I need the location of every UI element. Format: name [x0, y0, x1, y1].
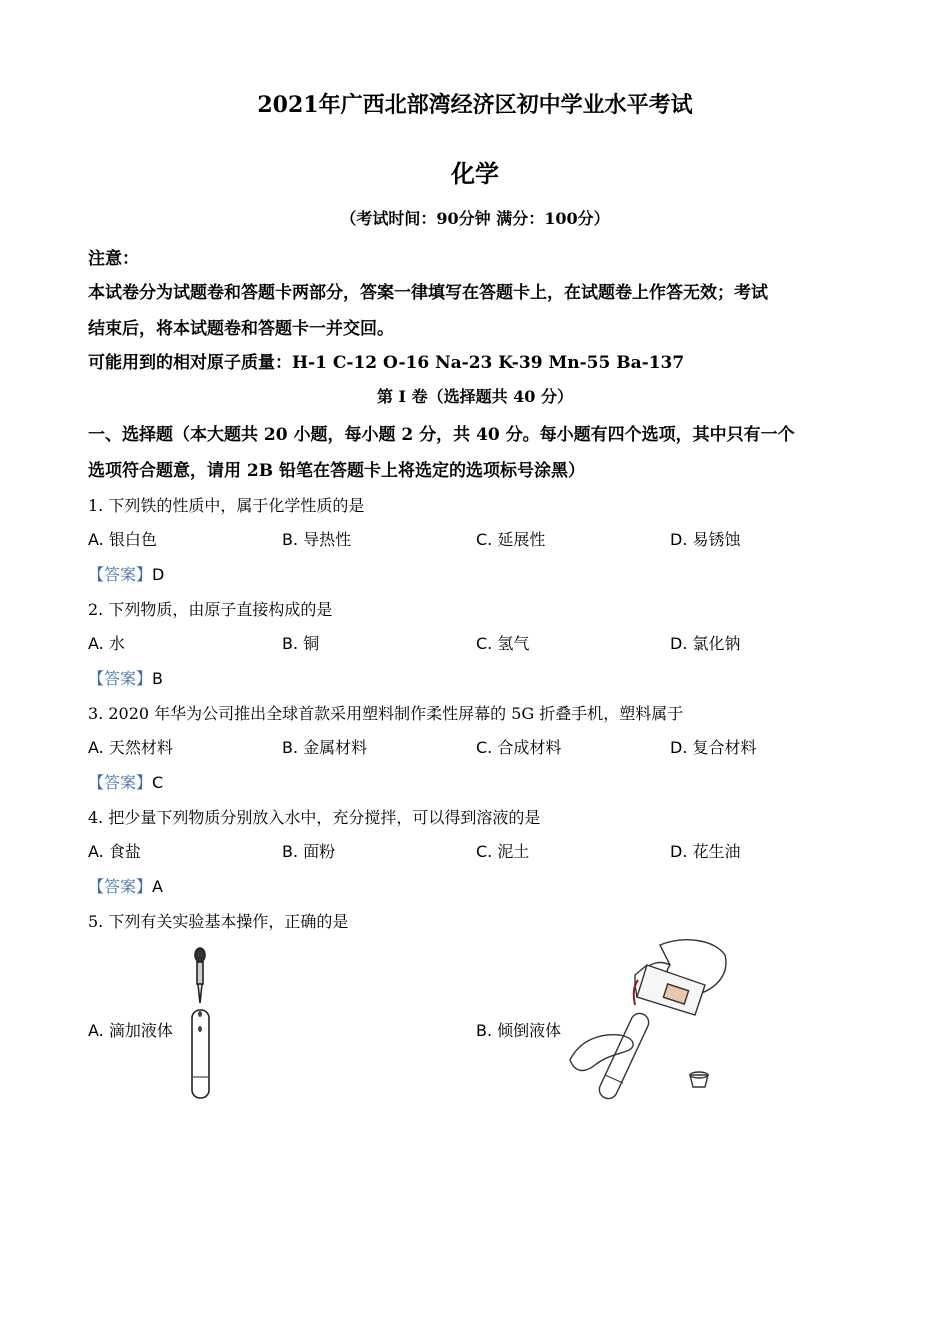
option-c: C. 氢气 [476, 634, 530, 653]
answer-value: C [152, 773, 164, 792]
option-a: A. 食盐 [88, 842, 141, 861]
answer-value: D [152, 565, 165, 584]
option-d: D. 花生油 [670, 842, 741, 861]
option-c: C. 延展性 [476, 530, 546, 549]
option-a: A. 天然材料 [88, 738, 173, 757]
question-stem: 3. 2020 年华为公司推出全球首款采用塑料制作柔性屏幕的 5G 折叠手机，塑料属于 [88, 704, 684, 723]
option-c: C. 合成材料 [476, 738, 562, 757]
option-b: B. 铜 [282, 634, 320, 653]
option-c: C. 泥土 [476, 842, 530, 861]
notice-line-2: 结束后，将本试题卷和答题卡一并交回。 [88, 319, 394, 339]
exam-title: 2021年广西北部湾经济区初中学业水平考试 [257, 92, 693, 118]
subject-title: 化学 [451, 159, 499, 188]
volume-title: 第 I 卷（选择题共 40 分） [376, 387, 574, 406]
dropper-test-tube-illustration [180, 945, 230, 1105]
option-b: B. 导热性 [282, 530, 352, 549]
option-b: B. 倾倒液体 [476, 1021, 562, 1040]
answer-line [88, 666, 163, 689]
exam-info: （考试时间：90分钟 满分：100分） [340, 209, 610, 228]
answer-tag: 【答案】 [88, 565, 153, 584]
section-heading-2: 选项符合题意，请用 2B 铅笔在答题卡上将选定的选项标号涂黑） [88, 461, 586, 481]
answer-value: B [152, 669, 163, 688]
answer-tag: 【答案】 [88, 773, 153, 792]
answer-line [88, 770, 163, 793]
option-a: A. 水 [88, 634, 125, 653]
option-d: D. 复合材料 [670, 738, 757, 757]
question-stem: 5. 下列有关实验基本操作，正确的是 [88, 912, 349, 931]
option-b: B. 金属材料 [282, 738, 368, 757]
question-stem: 4. 把少量下列物质分别放入水中，充分搅拌，可以得到溶液的是 [88, 808, 541, 827]
atomic-masses: 可能用到的相对原子质量：H-1 C-12 O-16 Na-23 K-39 Mn-55 Ba-137 [88, 353, 685, 373]
option-a: A. 银白色 [88, 530, 157, 549]
option-a: A. 滴加液体 [88, 1021, 173, 1040]
section-heading-1: 一、选择题（本大题共 20 小题，每小题 2 分，共 40 分。每小题有四个选项，其中只有一个 [88, 425, 795, 445]
option-d: D. 易锈蚀 [670, 530, 741, 549]
option-d: D. 氯化钠 [670, 634, 741, 653]
answer-tag: 【答案】 [88, 877, 153, 896]
question-stem: 2. 下列物质，由原子直接构成的是 [88, 600, 333, 619]
notice-label: 注意： [88, 249, 139, 269]
notice-line-1: 本试卷分为试题卷和答题卡两部分，答案一律填写在答题卡上，在试题卷上作答无效；考试 [88, 283, 768, 303]
answer-line [88, 562, 164, 585]
option-b: B. 面粉 [282, 842, 336, 861]
answer-value: A [152, 877, 163, 896]
pouring-liquid-illustration [565, 935, 745, 1110]
answer-line [88, 874, 163, 897]
answer-tag: 【答案】 [88, 669, 153, 688]
question-stem: 1. 下列铁的性质中，属于化学性质的是 [88, 496, 365, 515]
